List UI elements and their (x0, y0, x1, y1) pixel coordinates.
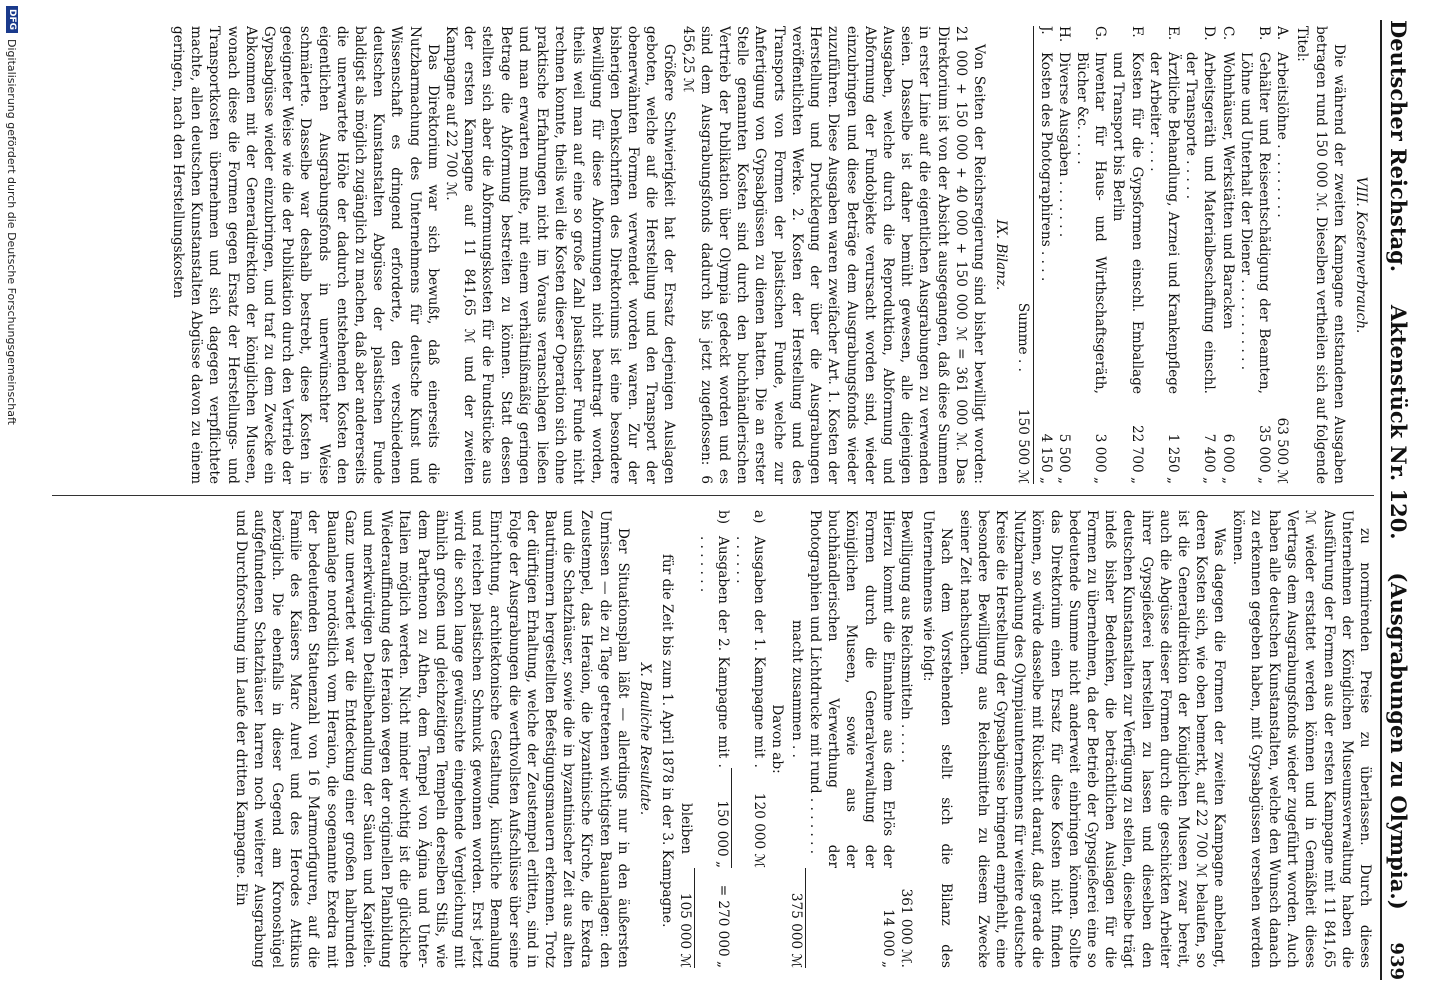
deduction-sum: = 270 000 „ (714, 884, 731, 968)
balance-tail: für die Zeit bis zum 1. April 1878 in der 3. Kampagne. (659, 554, 676, 928)
left-column (52, 26, 1374, 484)
balance-row-amount: 120 000 ℳ (751, 792, 768, 868)
cost-item-label: D. (1201, 26, 1218, 41)
page-number: 939 (1386, 942, 1407, 980)
page-header (1380, 20, 1424, 980)
cost-item-amount: 5 500 „ (1055, 433, 1072, 484)
balance-row (897, 510, 915, 968)
cost-item-label: G. (1092, 26, 1109, 41)
balance-row-amount: 361 000 ℳ. (897, 888, 914, 968)
cost-item-label: B. (1255, 26, 1272, 41)
cost-item-amount: 1 250 „ (1164, 433, 1181, 484)
cost-item-amount: 63 500 ℳ (1274, 417, 1291, 484)
header-middle: Aktenstück Nr. 120. (1386, 304, 1411, 540)
balance-row-text: Ausgaben der 2. Kampagne mit . . . . . . . . (696, 536, 731, 768)
section-9-paragraph-3: Das Direktorium war sich bewußt, daß einerseits die Nutzbarmachung des Unternehmens für deutsche Kunst und Wissenschaft es dringend erforderte, den verschiedenen deutschen Kunstanstalten Abgüsse der plastischen Funde baldigst als möglich zugänglich zu machen, daß aber andererseits die unerwartete Höhe der dadurch entstehenden Kosten den eigentlichen Ausgrabungsfonds in unerwünschter Weise schmälerte. Dasselbe war deshalb bestrebt, diese Kosten in geeigneter Weise wie die der Publikation durch den Vertrieb der Gypsabgüsse wieder einzubringen, und traf zu dem Zwecke ein Abkommen mit der Generaldirektion der königlichen Museen, wonach diese die Formen gegen Ersatz der Herstellungs- und Transportkosten übernehmen und sich dagegen verpflichtete machte, allen deutschen Kunstanstalten Abgüsse davon zu einem geringen, nach den Herstellungskosten (170, 26, 441, 484)
cost-item-text: Kosten des Photographirens . . . . (1037, 52, 1054, 282)
cost-item (1273, 26, 1291, 484)
cost-item-amount: 6 000 „ (1219, 433, 1236, 484)
cost-item (1218, 26, 1236, 484)
column-divider (52, 495, 1374, 496)
digitization-footer (0, 0, 24, 1000)
deduction-label-b: b) (714, 510, 731, 525)
balance-row-text: Hierzu kommt die Einnahme aus dem Erlös der Formen durch die Generalverwaltung der Königlichen Museen, sowie aus der buchhändlerischen Verwerthung der Photographien und Lichtdrucke mit rund . . . . . . . (806, 510, 896, 868)
balance-row-text: Ausgaben der 1. Kampagne mit . . . . . . . (733, 536, 768, 768)
dfg-logo: DFG (6, 6, 18, 33)
header-left: Deutscher Reichstag. (1386, 20, 1411, 273)
cost-item-amount: 7 400 „ (1201, 433, 1218, 484)
cost-item (1237, 26, 1273, 484)
balance-row (695, 510, 731, 968)
cost-item-amount: 22 700 „ (1128, 425, 1145, 484)
cost-item (1055, 26, 1073, 484)
cost-item-label: E. (1164, 26, 1181, 41)
balance-row (676, 510, 695, 968)
deduction-label: Davon ab: (769, 704, 786, 774)
cost-item-text: Diverse Ausgaben . . . . . . . (1055, 52, 1072, 238)
cost-item-amount: 35 000 „ (1255, 425, 1272, 484)
balance-row-text: macht zusammen . . (788, 619, 805, 758)
section-9-title: IX. Bilanz. (993, 219, 1010, 291)
cost-item-text: Ärztliche Behandlung, Arznei und Krankenpflege der Arbeiter . . . . (1146, 52, 1181, 394)
cost-item-text: Arbeitsgeräth und Materialbeschaffung einschl. der Transporte . . . . . (1183, 52, 1218, 394)
cost-item (1109, 26, 1145, 484)
cost-sum-label: Summe . . (1015, 302, 1032, 372)
right-paragraph-3: Nach dem Vorstehenden stellt sich die Bilanz des Unternehmens wie folgt: (920, 510, 955, 968)
cost-item (1146, 26, 1182, 484)
balance-row-amount: 105 000 ℳ (676, 868, 695, 968)
deduction-label-a: a) (751, 510, 768, 524)
right-column (52, 510, 1374, 968)
cost-item-label: C. (1219, 26, 1236, 41)
header-right: (Ausgrabungen zu Olympia.) (1386, 572, 1411, 910)
cost-item-text: Gehälter und Reiseentschädigung der Beamten, Löhne und Unterhalt der Diener . . . . . . . . . . . (1237, 52, 1272, 394)
section-9-paragraph-1: Von Seiten der Reichsregierung sind bisher bewilligt worden: 21 000 + 150 000 + 40 000 + 150 000 ℳ = 361 000 ℳ. Das Direktorium ist von der Absicht ausgegangen, daß diese Summen in erster Linie auf die eigentlichen Ausgrabungen zu verwenden seien. Dasselbe ist daher bemüht gewesen, alle diejenigen Ausgaben, welche durch die Reproduktion, Abformung und Abformung der Fundobjekte verursacht worden sind, wieder einzubringen und diese Beträge dem Ausgrabungsfonds wieder zuzuführen. Diese Ausgaben waren zweifacher Art. 1. Kosten der Herstellung und Drucklegung der über die Ausgrabungen veröffentlichten Werke. 2. Kosten der Herstellung und des Transports von Formen der plastischen Funde, welche zur Anfertigung von Gypsabgüssen zu dienen hatten. Die an erster Stelle genannten Kosten sind durch den buchhändlerischen Vertrieb der Publikation über Olympia gedeckt worden und es sind dem Ausgrabungsfonds dadurch bis jetzt zugeflossen: 6 456,25 ℳ (679, 26, 987, 484)
balance-row-amount: 375 000 ℳ (787, 868, 806, 968)
right-paragraph-4: Der Situationsplan läßt — allerdings nur in den äußersten Umrissen — die zu Tage getretenen wichtigsten Bauanlagen: den Zeustempel, das Heraion, die byzantinische Kirche, die Exedra und die Schatzhäuser, sowie die in byzantinischer Zeit aus alten Bautrümmern hergestellten Befestigungsmauern erkennen. Trotz der dürftigen Erhaltung, welche der Zeustempel erlitten, sind in Folge der Ausgrabungen die werthvollsten Aufschlüsse über seine Einrichtung, architektonische Gestaltung, künstliche Bemalung und reichen plastischen Schmuck gewonnen worden. Erst jetzt wird die schon lange gewünschte eingehende Vergleichung mit ähnlich großen und gleichzeitigen Tempeln derselben Stils, wie dem Parthenon zu Athen, dem Tempel von Ägina und Unter-Italien möglich werden. Nicht minder wichtig ist die glückliche Wiederauffindung des Heraion wegen der originellen Planbildung und merkwürdigen Detailbehandlung der Säulen und Kapitelle. Ganz unerwartet war die Entdeckung einer großen halbrunden Bauanlage nordöstlich vom Heraion, die sogenannte Exedra mit der bedeutenden Statuenzahl von 16 Marmorfiguren, auf die Familie des Kaisers Marc Aurel und des Herodes Attikus bezüglich. Die ebenfalls in dieser Gegend am Kronoshügel aufgefundenen Schatzhäuser harren noch weiterer Ausgrabung und Durchforschung im Laufe der dritten Kampagne. Ein (232, 510, 631, 968)
balance-row-text: Bewilligung aus Reichsmitteln . . . . . (897, 510, 914, 763)
cost-item (1036, 26, 1054, 484)
balance-row (787, 510, 806, 968)
cost-item-text: Inventar für Haus- und Wirthschaftsgeräth, Bücher &c. . . . . (1073, 52, 1109, 394)
cost-sum-amount: 150 500 ℳ (1015, 408, 1032, 484)
section-8-intro: Die während der zweiten Kampagne entstandenen Ausgaben betragen rund 150 000 ℳ. Dieselben vertheilen sich auf folgende Titel: (1294, 26, 1347, 484)
cost-item (1182, 26, 1218, 484)
balance-row (806, 510, 897, 968)
cost-item-text: Wohnhäuser, Werkstätten und Baracken (1219, 52, 1236, 330)
cost-item-label: J. (1037, 26, 1054, 35)
cost-list (1014, 26, 1291, 484)
cost-item-text: Kosten für die Gypsformen einschl. Emballage und Transport bis Berlin (1110, 52, 1145, 394)
balance-row (732, 510, 768, 968)
section-10-title: X. Bauliche Resultate. (637, 662, 654, 816)
balance-calculation (658, 510, 915, 968)
section-9-paragraph-2: Größere Schwierigkeit hat der Ersatz derjenigen Auslagen geboten, welche auf die Herstellung und den Transport der obenerwähnten Formen verwendet worden waren. Zur der bisherigen Denkschriften des Direktoriums ist eine besondere Bewilligung für diese Abformungen nicht beantragt worden, theils weil man auf eine so große Zahl plastischer Funde nicht rechnen konnte, theils weil die Kosten dieser Operation sich ohne praktische Erfahrungen nicht im Voraus veranschlagen ließen und man erwarten mußte, mit einem verhältnißmäßig geringen Betrage die Abformung bestreiten zu können. Statt dessen stellten sich aber die Abformungskosten für die Fundstücke aus der ersten Kampagne auf 11 841,65 ℳ und der zweiten Kampagne auf 22 700 ℳ. (443, 26, 678, 484)
cost-item-label: F. (1128, 26, 1145, 38)
cost-item-amount: 4 150 „ (1037, 433, 1054, 484)
cost-item-amount: 3 000 „ (1092, 433, 1109, 484)
cost-item (1073, 26, 1109, 484)
section-8-title: VIII. Kostenverbrauch. (1353, 176, 1369, 334)
balance-row-amount: 14 000 „ (879, 909, 896, 968)
cost-sum-row (1014, 26, 1034, 484)
right-paragraph-1: zu normirenden Preise zu überlassen. Durch dieses Unternehmen der Königlichen Museumsverwaltung haben die Ausführung der Formen aus der ersten Kampagne mit 11 841,65 ℳ wieder erstattet werden können und in Gemäßheit dieses Vertrags dem Ausgrabungsfonds wieder zugeführt worden. Auch haben alle deutschen Kunstanstalten, welche den Wunsch danach zu erkennen gegeben haben, mit Gypsabgüssen versehen werden können. (1229, 510, 1373, 968)
cost-item-label: A. (1274, 26, 1291, 41)
balance-row-amount: 150 000 „ (713, 768, 732, 868)
balance-row-text: bleiben (678, 803, 695, 854)
cost-item-text: Arbeitslöhne . . . . . . . . . (1274, 52, 1291, 218)
cost-item-label: H. (1055, 26, 1072, 43)
digitization-credit: Digitalisierung gefördert durch die Deutsche Forschungsgemeinschaft (5, 39, 19, 425)
right-paragraph-2: Was dagegen die Formen der zweiten Kampagne anbelangt, deren Kosten sich, wie oben bemerkt, auf 22 700 ℳ belaufen, so ist die Generaldirektion der Königlichen Museen zwar bereit, auch die Abgüsse dieser Formen durch die geschickten Arbeiter ihrer Gypsgießerei herstellen zu lassen und dieselben den deutschen Kunstanstalten zur Verfügung zu stellen, dieselbe trägt indeß bisher Bedenken, die beträchtlichen Auslagen für die Formen zu übernehmen, da der Betrieb der Gypsgießerei eine so bedeutende Summe nicht anderweit einbringen können. Sollte das Direktorium einen Ersatz für diese Kosten nicht finden können, so würde dasselbe mit Rücksicht darauf, daß gerade die Nutzbarmachung des Olympiaunternehmens für weitere deutsche Kreise die Herstellung der Gypsabgüsse bringend empfiehlt, eine besondere Bewilligung aus Reichsmitteln zu diesem Zwecke seiner Zeit nachsuchen. (956, 510, 1228, 968)
